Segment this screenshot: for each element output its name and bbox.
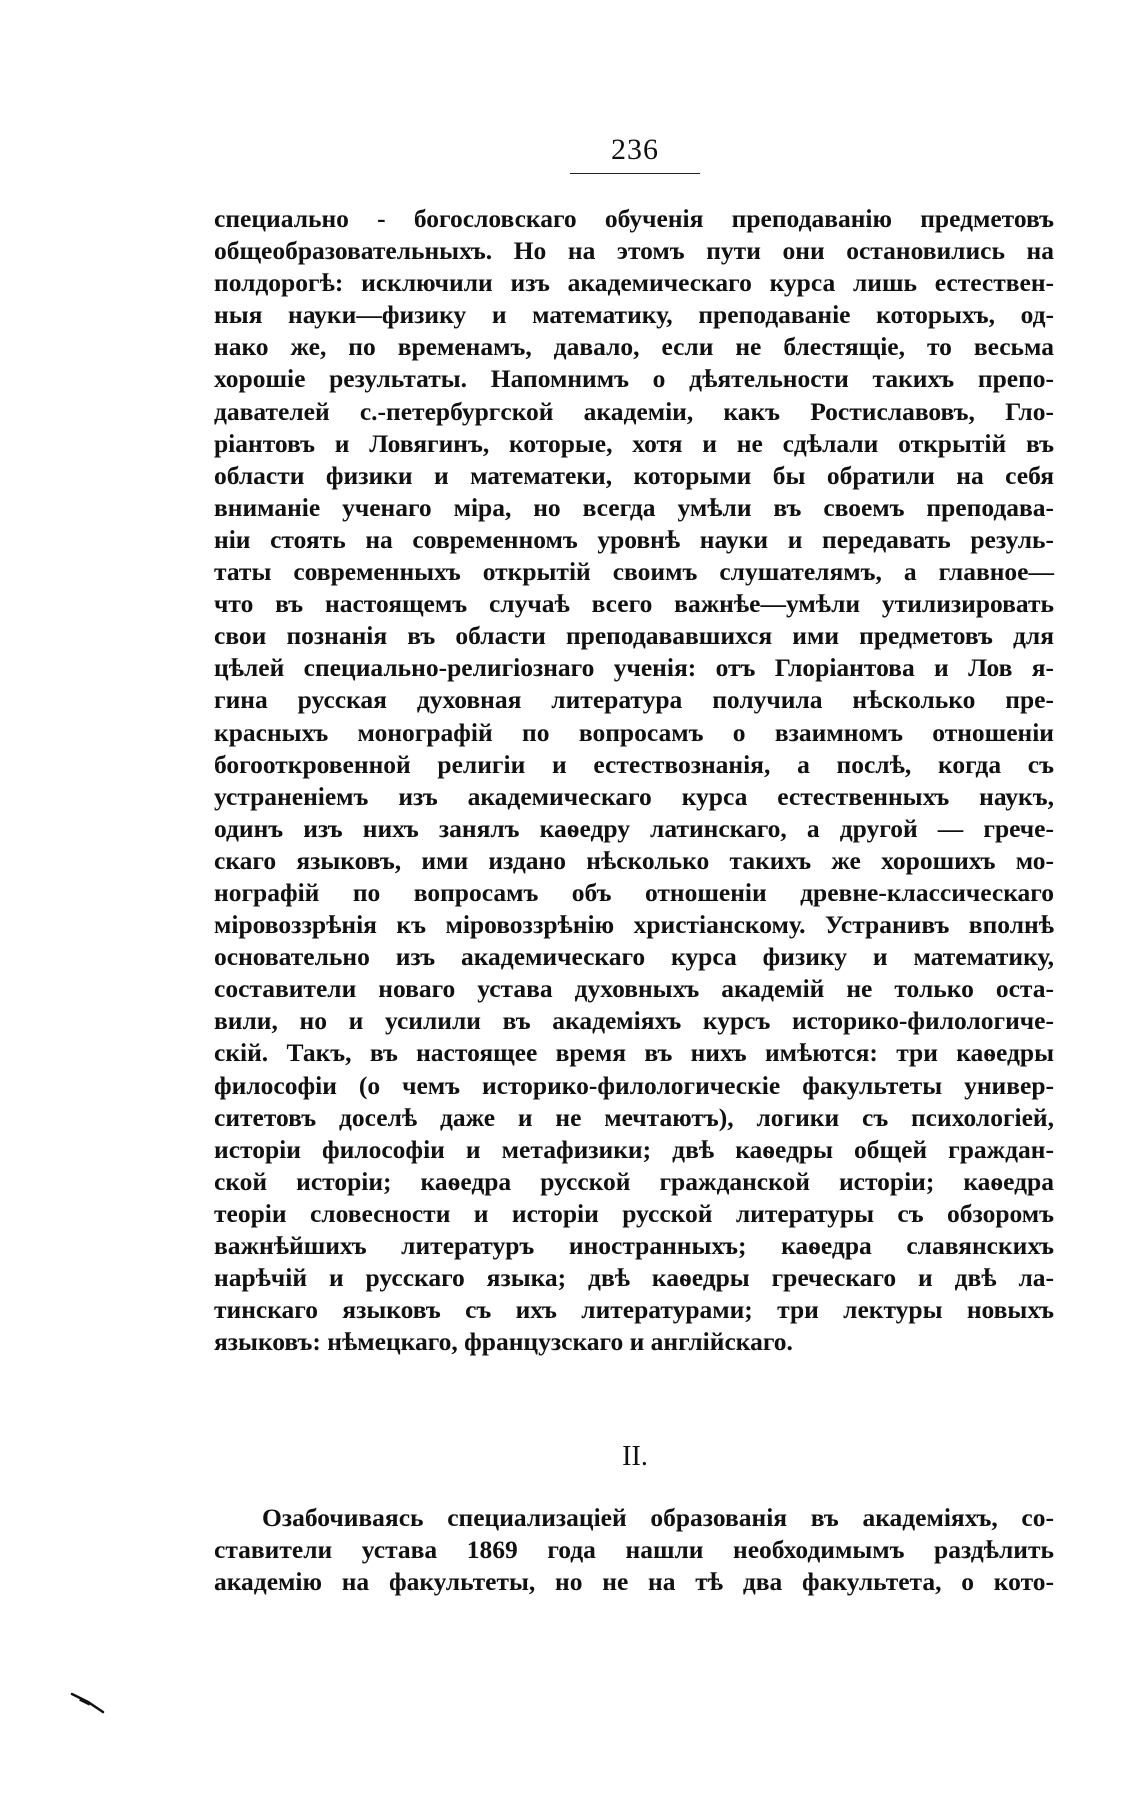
text-line: нографій по вопросамъ объ отношеніи древне-классическаго: [214, 877, 1054, 907]
text-line: полдорогѣ: исключили изъ академическаго курса лишь естествен-: [214, 268, 1054, 298]
text-line: таты современныхъ открытій своимъ слушателямъ, а главное—: [214, 557, 1054, 587]
text-line: устраненіемъ изъ академическаго курса естественныхъ наукъ,: [214, 781, 1054, 811]
text-line: скаго языковъ, ими издано нѣсколько такихъ же хорошихъ мо-: [214, 845, 1054, 875]
text-line: скій. Такъ, въ настоящее время въ нихъ имѣются: три каѳедры: [214, 1038, 1054, 1068]
text-line: ріантовъ и Ловягинъ, которые, хотя и не сдѣлали открытій въ: [214, 428, 1054, 458]
text-line: ситетовъ доселѣ даже и не мечтаютъ), логики съ психологіей,: [214, 1102, 1054, 1132]
text-line: общеобразовательныхъ. Но на этомъ пути они остановились на: [214, 236, 1054, 266]
text-line: тинскаго языковъ съ ихъ литературами; три лектуры новыхъ: [214, 1295, 1054, 1325]
text-line: Озабочиваясь специализаціей образованія въ академіяхъ, со-: [262, 1503, 1054, 1532]
text-line: важнѣйшихъ литературъ иностранныхъ; каѳедра славянскихъ: [214, 1231, 1054, 1260]
text-line: одинъ изъ нихъ занялъ каѳедру латинскаго, а другой — грече-: [214, 813, 1054, 843]
page-number: 236: [611, 133, 659, 166]
text-line: свои познанія въ области преподававшихся ими предметовъ для: [214, 621, 1054, 651]
page-number-rule: [570, 173, 700, 174]
paragraph-2: [214, 1502, 1054, 1598]
text-line: академію на факультеты, но не на тѣ два факультета, о кото-: [214, 1567, 1054, 1597]
text-line: области физики и математеки, которыми бы обратили на себя: [214, 460, 1054, 490]
text-line: красныхъ монографій по вопросамъ о взаимномъ отношеніи: [214, 717, 1054, 747]
text-line: нако же, по временамъ, давало, если не блестящіе, то весьма: [214, 332, 1054, 362]
text-line: исторіи философіи и метафизики; двѣ каѳедры общей граждан-: [214, 1134, 1054, 1164]
text-line: ніи стоять на современномъ уровнѣ науки и передавать резуль-: [214, 524, 1054, 554]
text-line: ныя науки—физику и математику, преподаваніе которыхъ, од-: [214, 300, 1054, 330]
text-line: міровоззрѣнія къ міровоззрѣнію христіанскому. Устранивъ вполнѣ: [214, 910, 1054, 940]
text-line: составители новаго устава духовныхъ академій не только оста-: [214, 974, 1054, 1004]
text-line: богооткровенной религіи и естествознанія, а послѣ, когда съ: [214, 749, 1054, 779]
section-heading: II.: [622, 1441, 648, 1472]
text-line: языковъ: нѣмецкаго, французскаго и англійскаго.: [214, 1327, 793, 1357]
text-line: ставители устава 1869 года нашли необходимымъ раздѣлить: [214, 1535, 1054, 1565]
text-line: философіи (о чемъ историко-филологическіе факультеты универ-: [214, 1070, 1054, 1100]
text-line: что въ настоящемъ случаѣ всего важнѣе—умѣли утилизировать: [214, 589, 1054, 619]
text-line: ской исторіи; каѳедра русской гражданской исторіи; каѳедра: [214, 1166, 1054, 1196]
scan-mark-icon: [70, 1690, 106, 1716]
text-line: гина русская духовная литература получила нѣсколько пре-: [214, 685, 1054, 715]
text-line: основательно изъ академическаго курса физику и математику,: [214, 942, 1054, 972]
text-line: давателей с.-петербургской академіи, какъ Ростиславовъ, Гло-: [214, 396, 1054, 426]
text-line: нарѣчій и русскаго языка; двѣ каѳедры греческаго и двѣ ла-: [214, 1263, 1054, 1293]
text-line: хорошіе результаты. Напомнимъ о дѣятельности такихъ препо-: [214, 364, 1054, 394]
text-line: теоріи словесности и исторіи русской литературы съ обзоромъ: [214, 1198, 1054, 1228]
text-line: вили, но и усилили въ академіяхъ курсъ историко-филологиче-: [214, 1006, 1054, 1036]
text-line: цѣлей специально-религіознаго ученія: отъ Глоріантова и Лов я-: [214, 653, 1054, 683]
text-line: вниманіе ученаго міра, но всегда умѣли въ своемъ преподава-: [214, 492, 1054, 522]
text-line: специально - богословскаго обученія преподаванію предметовъ: [214, 204, 1054, 233]
paragraph-1: [214, 203, 1054, 1358]
